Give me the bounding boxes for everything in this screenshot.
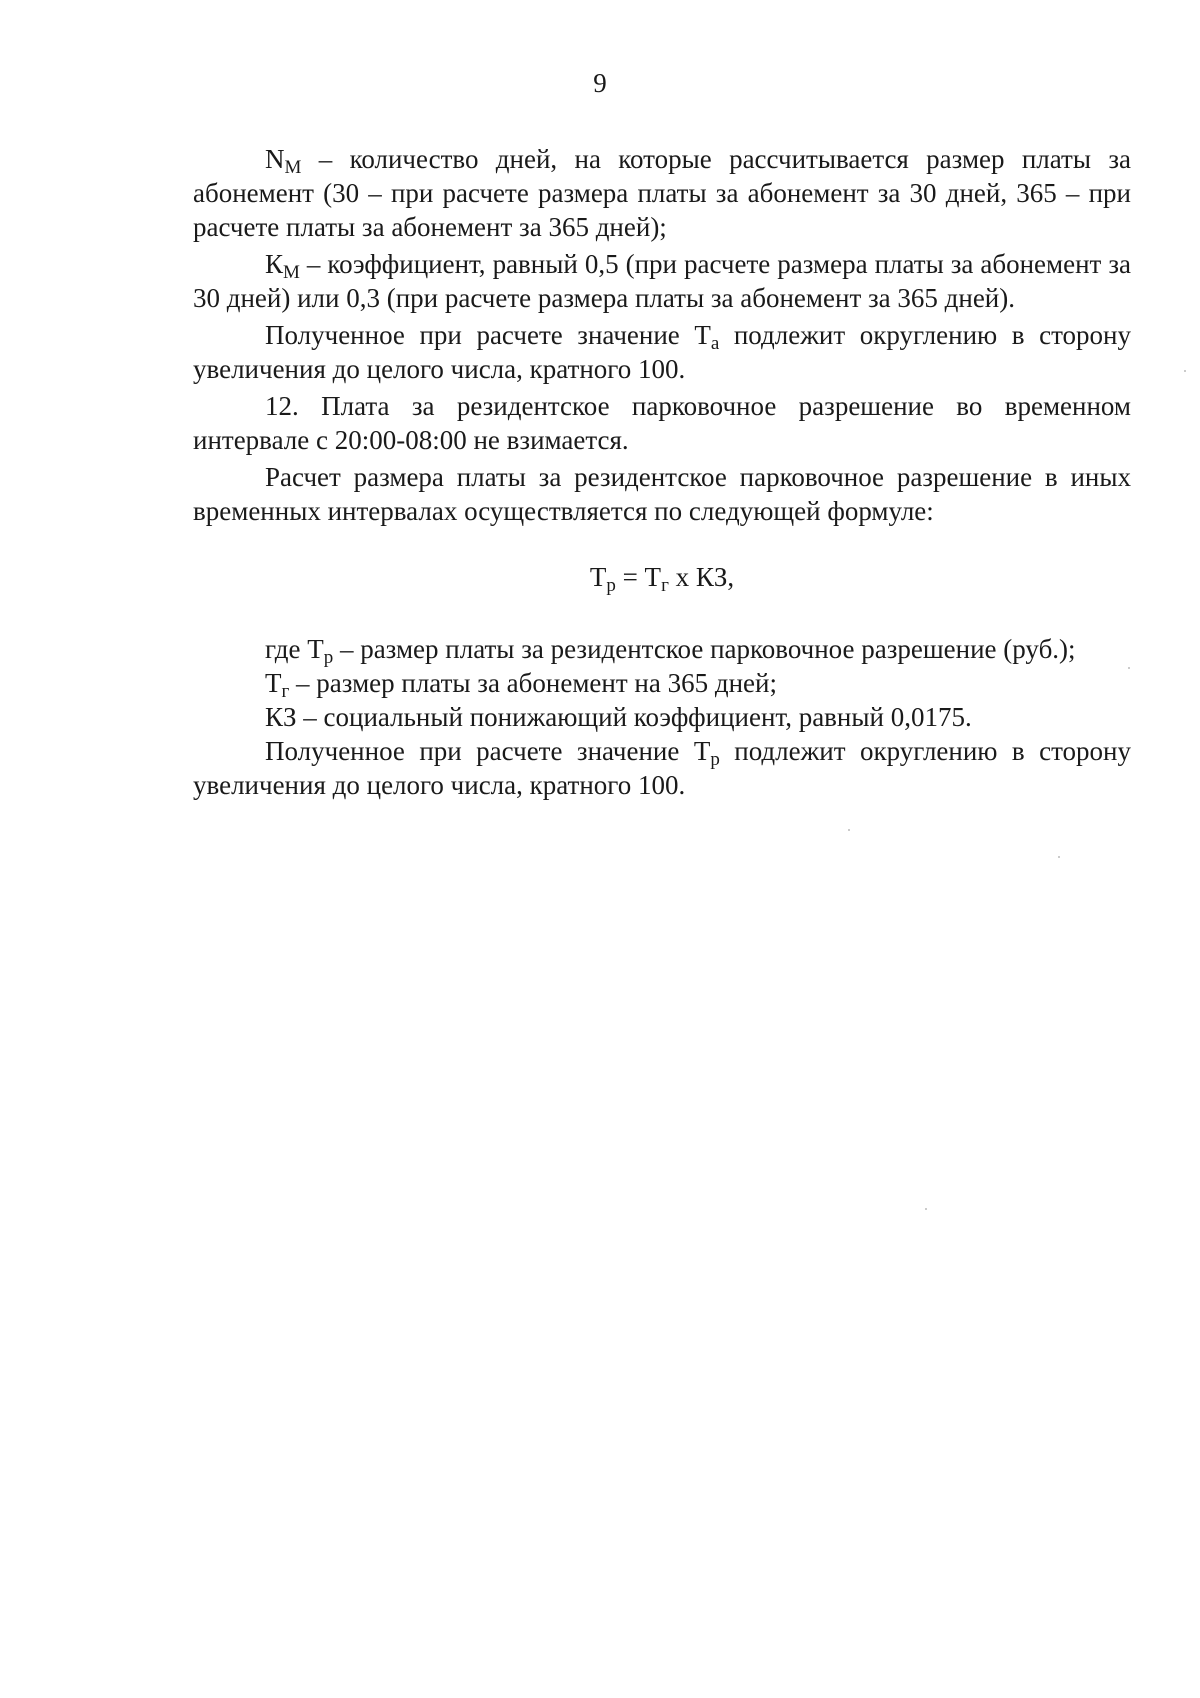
scan-speck: [925, 1208, 927, 1210]
scan-speck: [848, 829, 850, 831]
formula: [193, 560, 1131, 594]
paragraph-text-before: где Т: [265, 634, 324, 664]
formula-lhs-subscript: р: [606, 575, 616, 596]
scan-speck: [1058, 856, 1060, 858]
document-body: [193, 142, 1131, 802]
paragraph-tp-definition: [193, 632, 1131, 666]
paragraph-text-before: Полученное при расчете значение Т: [265, 736, 711, 766]
symbol-tp-subscript: р: [323, 647, 334, 668]
paragraph-text-after: – размер платы за резидентское парковочное разрешение (руб.);: [333, 634, 1076, 664]
symbol-k-subscript: М: [283, 262, 300, 283]
paragraph-text: – коэффициент, равный 0,5 (при расчете размера платы за абонемент за 30 дней) или 0,3 (при расчете размера платы за абонемент за 365 дней).: [193, 249, 1131, 313]
symbol-tp-subscript: р: [710, 749, 720, 770]
paragraph-text-before: Полученное при расчете значение Т: [265, 320, 711, 350]
symbol-ta-subscript: а: [710, 333, 720, 354]
paragraph-ta-rounding: [193, 318, 1131, 386]
paragraph-tp-rounding: [193, 734, 1131, 802]
paragraph-clause-12: 12. Плата за резидентское парковочное разрешение во временном интервале с 20:00-08:00 не взимается.: [193, 391, 1131, 455]
paragraph-text-after: подлежит округлению в сторону увеличения до целого числа, кратного 100.: [193, 320, 1131, 384]
formula-mid: = Т: [615, 562, 662, 592]
page-number: 9: [593, 68, 607, 98]
paragraph-text: – размер платы за абонемент на 365 дней;: [289, 668, 777, 698]
formula-rhs: х КЗ,: [668, 562, 735, 592]
paragraph-nm-definition: [193, 142, 1131, 244]
scan-speck: [1184, 370, 1186, 372]
paragraph-formula-intro: Расчет размера платы за резидентское парковочное разрешение в иных временных интервалах осуществляется по следующей формуле:: [193, 462, 1131, 526]
paragraph-km-definition: [193, 247, 1131, 315]
symbol-n-subscript: М: [284, 157, 302, 178]
paragraph-tg-definition: [193, 666, 1131, 700]
scan-speck: [1128, 667, 1130, 669]
formula-lhs: Т: [589, 562, 607, 592]
paragraph-text-after: подлежит округлению в сторону увеличения до целого числа, кратного 100.: [193, 736, 1131, 800]
paragraph-k3-definition: КЗ – социальный понижающий коэффициент, равный 0,0175.: [265, 702, 972, 732]
formula-mid-subscript: г: [661, 575, 669, 596]
symbol-k: К: [265, 249, 284, 279]
symbol-tg-subscript: г: [281, 681, 290, 702]
symbol-t: Т: [265, 668, 282, 698]
paragraph-text: – количество дней, на которые рассчитывается размер платы за абонемент (30 – при расчете размера платы за абонемент за 30 дней, 365 – при расчете платы за абонемент за 365 дней);: [193, 144, 1131, 242]
symbol-n: N: [265, 144, 285, 174]
